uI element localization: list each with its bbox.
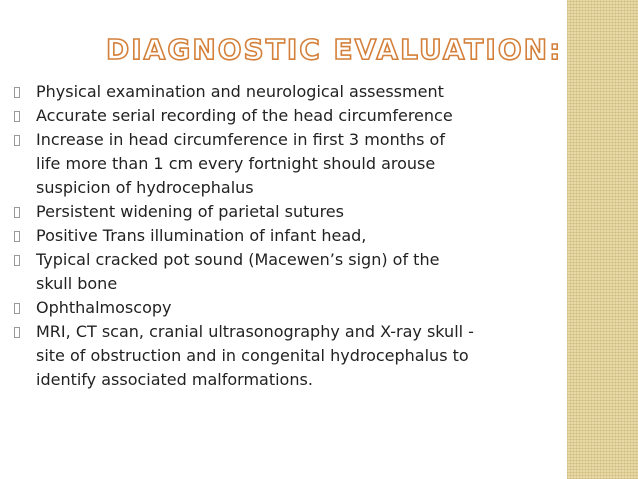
bullet-text-line: life more than 1 cm every fortnight should arouse: [36, 154, 436, 173]
bullet-marker-icon: [14, 231, 20, 242]
bullet-marker-icon: [14, 87, 20, 98]
bullet-text-line: Increase in head circumference in first 3 months of: [36, 130, 445, 149]
bullet-text-line: suspicion of hydrocephalus: [36, 178, 254, 197]
bullet-marker-icon: [14, 327, 20, 338]
bullet-marker-icon: [14, 111, 20, 122]
bullet-text-line: Typical cracked pot sound (Macewen’s sign) of the: [36, 250, 440, 269]
decorative-side-bar: [567, 0, 638, 479]
bullet-item: [14, 320, 569, 392]
bullet-marker-icon: [14, 135, 20, 146]
bullet-text-line: MRI, CT scan, cranial ultrasonography and X-ray skull -: [36, 322, 474, 341]
bullet-list: [14, 80, 569, 392]
bullet-text-line: Physical examination and neurological assessment: [36, 82, 444, 101]
slide-title-graphic: [104, 30, 563, 66]
bullet-marker-icon: [14, 207, 20, 218]
slide-title-text: DIAGNOSTIC EVALUATION:: [106, 33, 563, 66]
bullet-item: [14, 224, 569, 248]
bullet-item: [14, 104, 569, 128]
bullet-text-line: Ophthalmoscopy: [36, 298, 172, 317]
slide-title: [104, 30, 563, 66]
bullet-text-line: Accurate serial recording of the head circumference: [36, 106, 453, 125]
bullet-text-line: Positive Trans illumination of infant head,: [36, 226, 367, 245]
bullet-text-line: skull bone: [36, 274, 118, 293]
bullet-item: [14, 80, 569, 104]
bullet-marker-icon: [14, 303, 20, 314]
bullet-item: [14, 296, 569, 320]
bullet-text-line: Persistent widening of parietal sutures: [36, 202, 344, 221]
bullet-item: [14, 200, 569, 224]
bullet-item: [14, 248, 569, 296]
bullet-item: [14, 128, 569, 200]
bullet-text-line: site of obstruction and in congenital hydrocephalus to: [36, 346, 469, 365]
bullet-text-line: identify associated malformations.: [36, 370, 313, 389]
bullet-marker-icon: [14, 255, 20, 266]
